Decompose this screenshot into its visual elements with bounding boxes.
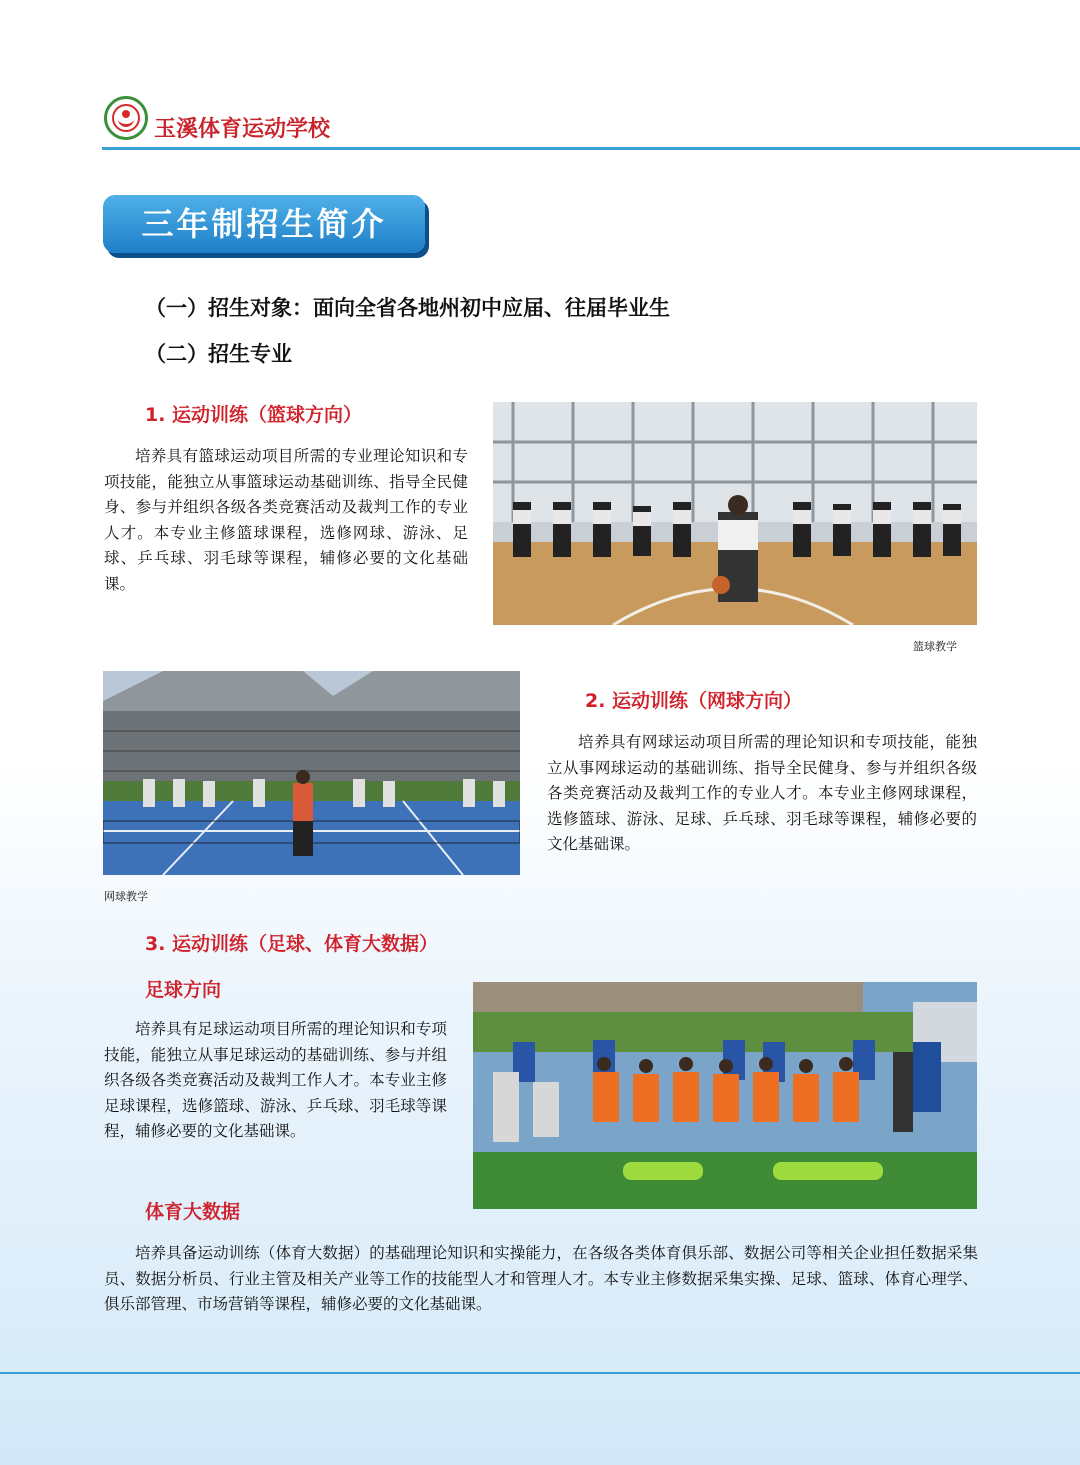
basketball-caption: 篮球教学 [913,640,957,653]
admission-target-heading: （一）招生对象：面向全省各地州初中应届、往届毕业生 [145,296,670,320]
school-logo [104,96,148,140]
basketball-heading: 1. 运动训练（篮球方向） [145,404,363,426]
football-photo [473,982,977,1209]
footer-divider [0,1372,1080,1374]
football-sub-heading: 足球方向 [145,979,222,1001]
page-title: 三年制招生简介 [141,205,387,243]
title-banner [103,195,425,253]
bigdata-sub-heading: 体育大数据 [145,1201,241,1223]
bigdata-description: 培养具备运动训练（体育大数据）的基础理论知识和实操能力，在各级各类体育俱乐部、数据公司等相关企业担任数据采集员、数据分析员、行业主管及相关产业等工作的技能型人才和管理人才。本专业主修数据采集实操、足球、篮球、体育心理学、俱乐部管理、市场营销等课程，辅修必要的文化基础课。 [104,1244,978,1314]
tennis-photo [103,671,520,875]
football-bigdata-heading: 3. 运动训练（足球、体育大数据） [145,933,439,955]
tennis-heading: 2. 运动训练（网球方向） [585,690,803,712]
tennis-description: 培养具有网球运动项目所需的理论知识和专项技能，能独立从事网球运动的基础训练、指导全民健身、参与并组织各级各类竞赛活动及裁判工作的专业人才。本专业主修网球课程，选修篮球、游泳、足球、乒乓球、羽毛球等课程，辅修必要的文化基础课。 [547,733,977,854]
header-divider [102,147,1080,150]
basketball-photo [493,402,977,625]
basketball-description: 培养具有篮球运动项目所需的专业理论知识和专项技能，能独立从事篮球运动基础训练、指导全民健身、参与并组织各级各类竞赛活动及裁判工作的专业人才。本专业主修篮球课程，选修网球、游泳、足球、乒乓球、羽毛球等课程，辅修必要的文化基础课。 [104,447,468,593]
school-name: 玉溪体育运动学校 [154,117,331,142]
football-description: 培养具有足球运动项目所需的理论知识和专项技能，能独立从事足球运动的基础训练、参与并组织各级各类竞赛活动及裁判工作人才。本专业主修足球课程，选修篮球、游泳、乒乓球、羽毛球等课程，辅修必要的文化基础课。 [104,1020,447,1141]
majors-heading: （二）招生专业 [145,342,292,366]
tennis-caption: 网球教学 [104,890,148,903]
